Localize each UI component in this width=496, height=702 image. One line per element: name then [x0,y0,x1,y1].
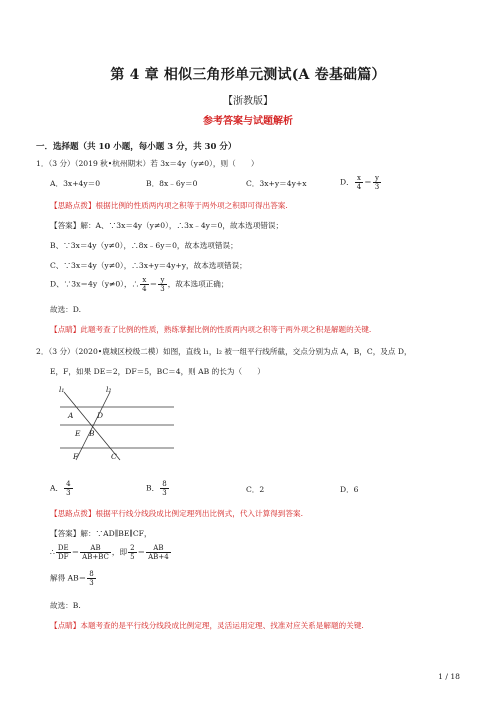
q1-option-c: C．3x+y＝4y+x [246,179,307,188]
document-title: 第 4 章 相似三角形单元测试(A 卷基础篇） [110,67,386,83]
q2-option-c: C．2 [246,485,265,494]
label-c: C [111,452,117,461]
q1-answer-a: 【答案】解：A、∵3x＝4y（y≠0），∴3x﹣4y＝0，故本选项错误； [50,221,284,230]
q1-option-d: D． $\frac{x}{4}$ ＝ $\frac{y}{3}$ [340,174,380,191]
q1-answer-c: C、∵3x＝4y（y≠0），∴3x+y＝4y+y，故本选项错误； [50,261,247,270]
q1-comment: 【点睛】此题考查了比例的性质，熟练掌握比例的性质两内项之积等于两外项之积是解题的关键. [50,325,372,334]
label-l2: l₂ [106,385,112,394]
q2-choice: 故选：B. [50,601,81,610]
q2-stem-line2: E，F，如果 DE＝2，DF＝5，BC＝4，则 AB 的长为（ ） [50,367,265,376]
label-d: D [97,411,104,420]
label-f: F [73,452,79,461]
label-b: B [89,429,95,438]
label-a: A [68,411,74,420]
q1-stem: 1．（3 分）（2019 秋•杭州期末）若 3x＝4y（y≠0），则（ ） [36,159,259,168]
q2-option-b: B． $\frac{8}{3}$ [146,480,167,497]
line-l2 [76,392,110,460]
q2-answer-line2: ∴ $\frac{DE}{DF}$ ＝ $\frac{AB}{AB+BC}$ ，即 $\frac{2}{5}$ ＝ $\frac{AB}{AB+4}$ [50,544,169,561]
label-e: E [75,429,81,438]
page-number: 1 / 18 [438,672,460,681]
q2-option-d: D．6 [340,485,359,494]
q2-comment: 【点睛】本题考查的是平行线分线段成比例定理，灵活运用定理、找准对应关系是解题的关键. [50,621,364,630]
label-l1: l₁ [59,385,65,394]
line-l1 [64,392,120,460]
q2-figure [58,384,180,464]
q1-option-b: B．8x﹣6y＝0 [146,179,198,188]
q1-answer-b: B、∵3x＝4y（y≠0），∴8x﹣6y＝0，故本选项错误； [50,241,238,250]
answers-heading: 参考答案与试题解析 [203,116,293,127]
q1-option-a: A．3x+4y＝0 [50,179,101,188]
q1-answer-d: D、∵3x＝4y（y≠0），∴ $\frac{x}{4}$ ＝ $\frac{y}{3}$ ，故本选项正确； [50,276,229,293]
section-heading: 一．选择题（共 10 小题，每小题 3 分，共 30 分） [36,142,237,152]
q2-answer-line3: 解得 AB＝ $\frac{8}{3}$ [50,570,94,587]
q2-answer-line1: 【答案】解：∵AD∥BE∥CF， [50,529,152,538]
q2-hint: 【思路点拨】根据平行线分线段成比例定理列出比例式，代入计算得到答案. [50,509,304,518]
q1-hint: 【思路点拨】根据比例的性质两内项之积等于两外项之积即可得出答案. [50,201,288,210]
edition-label: 【浙教版】 [223,96,273,107]
q2-option-a: A． $\frac{4}{3}$ [50,480,71,497]
q2-stem-line1: 2．（3 分）（2020•鹿城区校级二模）如图，直线 l₁，l₂ 被一组平行线所截，交点分别为点 A，B，C，及点 D， [36,347,412,356]
q1-choice: 故选：D. [50,305,82,314]
